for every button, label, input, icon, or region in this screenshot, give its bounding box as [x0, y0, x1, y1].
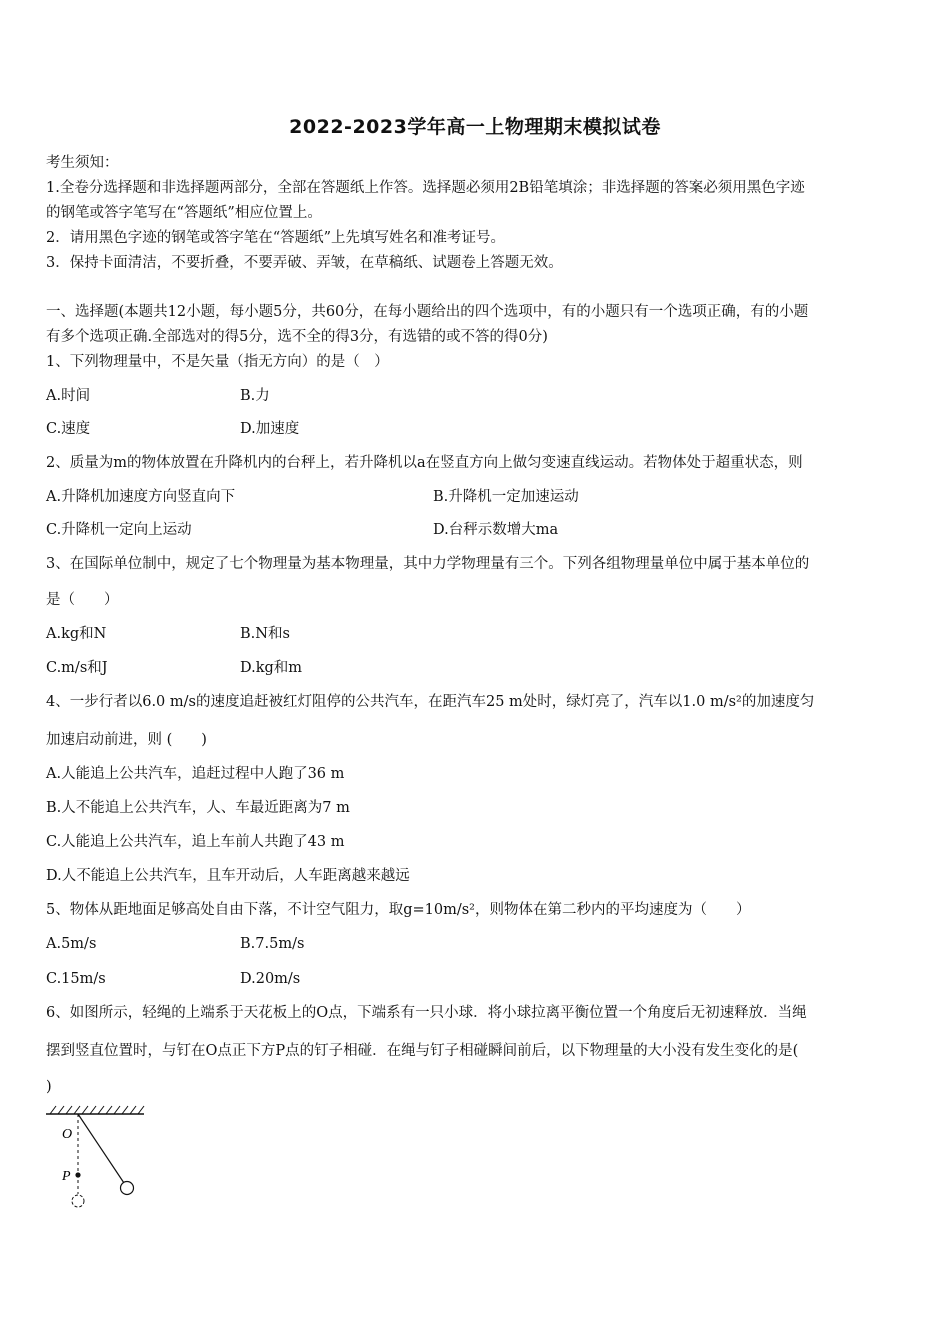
q3-stem-1: 3、在国际单位制中，规定了七个物理量为基本物理量，其中力学物理量有三个。下列各组物理量单位中属于基本单位的 — [46, 556, 810, 572]
q1-option-b: B.力 — [240, 388, 270, 404]
q2-option-c: C.升降机一定向上运动 — [46, 522, 192, 538]
q4-stem-2: 加速启动前进，则 ( ) — [46, 732, 207, 748]
q3-stem-2: 是（ ） — [46, 592, 119, 608]
q4-option-a: A.人能追上公共汽车，追赶过程中人跑了36 m — [46, 766, 345, 782]
q5-option-c: C.15m/s — [46, 971, 106, 987]
q3-option-d: D.kg和m — [240, 660, 303, 676]
exam-title: 2022-2023学年高一上物理期末模拟试卷 — [289, 116, 661, 138]
label-o: O — [62, 1127, 73, 1142]
q4-option-d: D.人不能追上公共汽车，且车开动后，人车距离越来越远 — [46, 868, 410, 884]
q5-option-d: D.20m/s — [240, 971, 301, 987]
q2-option-a: A.升降机加速度方向竖直向下 — [46, 489, 236, 505]
ball-lowest-position — [72, 1195, 84, 1207]
q2-option-b: B.升降机一定加速运动 — [433, 489, 579, 505]
q2-stem: 2、质量为m的物体放置在升降机内的台秤上，若升降机以a在竖直方向上做匀变速直线运动。若物体处于超重状态，则 — [46, 455, 803, 471]
q4-stem-1: 4、一步行者以6.0 m/s的速度追赶被红灯阻停的公共汽车，在距汽车25 m处时，绿灯亮了，汽车以1.0 m/s²的加速度匀 — [46, 694, 815, 710]
notice-item-1a: 1.全卷分选择题和非选择题两部分，全部在答题纸上作答。选择题必须用2B铅笔填涂；非选择题的答案必须用黑色字迹 — [46, 180, 805, 196]
notice-item-1b: 的钢笔或答字笔写在“答题纸”相应位置上。 — [46, 205, 322, 221]
notice-item-3: 3．保持卡面清洁，不要折叠，不要弄破、弄皱，在草稿纸、试题卷上答题无效。 — [46, 255, 563, 271]
q6-stem-2: 摆到竖直位置时，与钉在O点正下方P点的钉子相碰．在绳与钉子相碰瞬间前后，以下物理量的大小没有发生变化的是( — [46, 1043, 799, 1059]
q5-stem: 5、物体从距地面足够高处自由下落，不计空气阻力，取g=10m/s²，则物体在第二秒内的平均速度为（ ） — [46, 902, 751, 918]
q5-option-b: B.7.5m/s — [240, 936, 305, 952]
rope — [78, 1114, 124, 1183]
label-p: P — [62, 1169, 71, 1184]
q6-stem-1: 6、如图所示，轻绳的上端系于天花板上的O点，下端系有一只小球．将小球拉离平衡位置一个角度后无初速释放．当绳 — [46, 1005, 807, 1021]
ceiling-hatch — [46, 1106, 144, 1114]
q4-option-c: C.人能追上公共汽车，追上车前人共跑了43 m — [46, 834, 345, 850]
notice-item-2: 2．请用黑色字迹的钢笔或答字笔在“答题纸”上先填写姓名和准考证号。 — [46, 230, 506, 246]
q1-option-c: C.速度 — [46, 421, 91, 437]
q4-option-b: B.人不能追上公共汽车，人、车最近距离为7 m — [46, 800, 350, 816]
ball — [121, 1182, 134, 1195]
section-intro-1: 一、选择题(本题共12小题，每小题5分，共60分，在每小题给出的四个选项中，有的小题只有一个选项正确，有的小题 — [46, 304, 809, 320]
q1-option-d: D.加速度 — [240, 421, 300, 437]
q3-option-a: A.kg和N — [46, 626, 107, 642]
q2-option-d: D.台秤示数增大ma — [433, 522, 559, 538]
section-intro-2: 有多个选项正确.全部选对的得5分，选不全的得3分，有选错的或不答的得0分) — [46, 329, 548, 345]
q3-option-c: C.m/s和J — [46, 660, 108, 676]
pendulum-diagram — [40, 1102, 150, 1214]
notice-header: 考生须知： — [46, 155, 119, 171]
q5-option-a: A.5m/s — [46, 936, 97, 952]
q1-stem: 1、下列物理量中，不是矢量（指无方向）的是（ ） — [46, 354, 389, 370]
q3-option-b: B.N和s — [240, 626, 290, 642]
nail-point-p — [75, 1172, 80, 1177]
q1-option-a: A.时间 — [46, 388, 91, 404]
q6-stem-3: ) — [46, 1079, 52, 1095]
